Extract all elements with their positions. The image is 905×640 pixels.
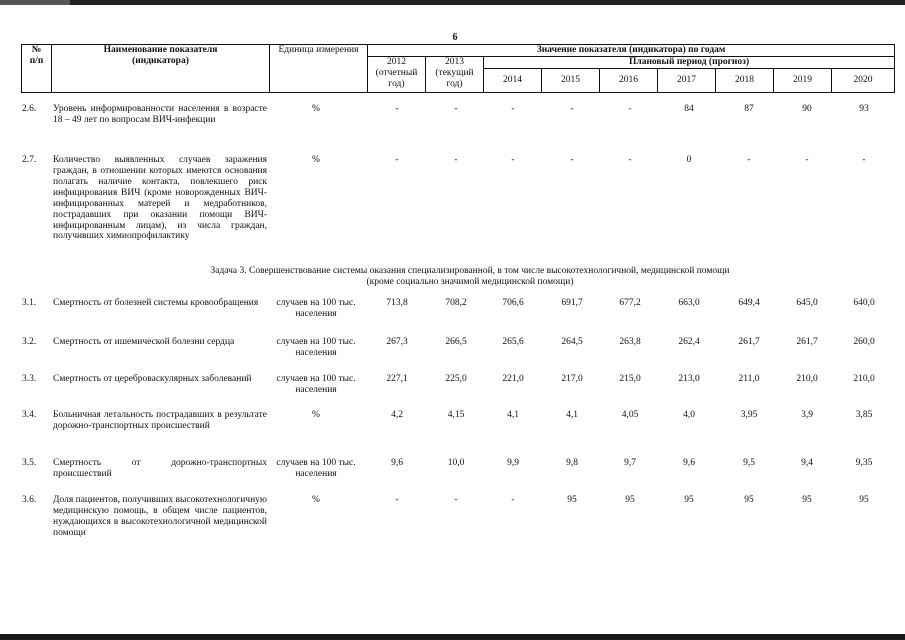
row-value: 87: [744, 104, 754, 114]
row-number: 3.1.: [22, 298, 37, 308]
row-value: -: [511, 495, 515, 505]
task-heading-line1: Задача 3. Совершенствование системы оказания специализированной, в том числе высокотехнологичной, медицинской помощи: [210, 266, 730, 276]
row-number: 3.6.: [22, 495, 37, 505]
header-year: 2014: [484, 68, 542, 92]
row-value: 4,0: [683, 410, 695, 420]
row-value: 227,1: [386, 374, 408, 384]
row-value: 4,15: [447, 410, 465, 420]
row-value: 95: [567, 495, 577, 505]
row-value: 261,7: [738, 337, 760, 347]
task-heading: [120, 266, 820, 288]
row-value: 663,0: [678, 298, 700, 308]
row-value: 645,0: [796, 298, 818, 308]
row-value: 267,3: [386, 337, 408, 347]
row-value: 4,1: [566, 410, 578, 420]
header-year: 2019: [774, 68, 832, 92]
row-value: 649,4: [738, 298, 760, 308]
row-value: 9,35: [855, 458, 873, 468]
row-value: 213,0: [678, 374, 700, 384]
row-value: 691,7: [561, 298, 583, 308]
row-value: 95: [625, 495, 635, 505]
row-value: 225,0: [445, 374, 467, 384]
row-value: -: [454, 155, 458, 165]
header-year: 2016: [600, 68, 658, 92]
row-value: 4,05: [621, 410, 639, 420]
row-name: Смертность от дорожно-транспортных происшествий: [53, 458, 267, 479]
row-value: 221,0: [502, 374, 524, 384]
row-value: 706,6: [502, 298, 524, 308]
header-name: [52, 45, 270, 93]
row-unit: случаев на 100 тыс. населения: [276, 458, 356, 479]
row-value: 265,6: [502, 337, 524, 347]
row-value: 266,5: [445, 337, 467, 347]
row-value: 9,7: [624, 458, 636, 468]
row-name: Больничная летальность пострадавших в результате дорожно-транспортных происшествий: [53, 410, 267, 431]
row-value: 93: [859, 104, 869, 114]
row-value: 713,8: [386, 298, 408, 308]
row-value: 9,8: [566, 458, 578, 468]
row-value: -: [747, 155, 751, 165]
header-2013-year: 2013: [445, 56, 464, 67]
scan-bottom-border: [0, 634, 905, 640]
row-value: 217,0: [561, 374, 583, 384]
row-value: 210,0: [796, 374, 818, 384]
row-value: 9,6: [391, 458, 403, 468]
row-value: 90: [802, 104, 812, 114]
header-2012-year: 2012: [387, 56, 406, 67]
row-value: -: [628, 155, 632, 165]
header-year: 2018: [716, 68, 774, 92]
row-value: 210,0: [853, 374, 875, 384]
row-value: 95: [744, 495, 754, 505]
row-value: 4,1: [507, 410, 519, 420]
row-unit: случаев на 100 тыс. населения: [276, 374, 356, 395]
row-value: -: [570, 155, 574, 165]
row-value: -: [395, 495, 399, 505]
row-value: -: [511, 104, 515, 114]
row-value: 0: [686, 155, 692, 165]
row-value: -: [454, 104, 458, 114]
row-value: 3,9: [801, 410, 813, 420]
row-value: 3,85: [855, 410, 873, 420]
row-value: 95: [859, 495, 869, 505]
header-unit-label: Единица измерения: [278, 45, 359, 55]
row-value: -: [628, 104, 632, 114]
row-value: 95: [802, 495, 812, 505]
header-values: Значение показателя (индикатора) по годам: [368, 45, 895, 57]
table-header: [21, 44, 895, 93]
row-value: 261,7: [796, 337, 818, 347]
row-value: 3,95: [740, 410, 758, 420]
row-value: -: [805, 155, 809, 165]
header-2013-note: (текущий год): [435, 67, 474, 89]
row-value: -: [862, 155, 866, 165]
row-value: 215,0: [619, 374, 641, 384]
row-unit: случаев на 100 тыс. населения: [276, 337, 356, 358]
row-unit: случаев на 100 тыс. населения: [276, 298, 356, 319]
row-value: -: [454, 495, 458, 505]
row-unit: %: [312, 495, 320, 505]
header-num-label: № п/п: [29, 45, 44, 66]
row-value: 9,4: [801, 458, 813, 468]
row-value: 263,8: [619, 337, 641, 347]
row-value: 9,5: [743, 458, 755, 468]
row-value: -: [395, 155, 399, 165]
row-value: 10,0: [447, 458, 465, 468]
row-value: 264,5: [561, 337, 583, 347]
row-name: Смертность от болезней системы кровообращения: [53, 298, 259, 308]
page-number: 6: [452, 32, 458, 43]
header-year: 2017: [658, 68, 716, 92]
row-value: 262,4: [678, 337, 700, 347]
row-number: 2.6.: [22, 104, 37, 114]
header-2012: [368, 56, 426, 92]
scan-top-border-left: [0, 0, 70, 5]
row-unit: %: [312, 155, 320, 165]
row-value: 211,0: [738, 374, 760, 384]
header-name-label: Наименование показателя (индикатора): [103, 45, 218, 66]
row-value: -: [570, 104, 574, 114]
row-value: 677,2: [619, 298, 641, 308]
row-name: Доля пациентов, получивших высокотехнологичную медицинскую помощь, в общем числе пациентов, нуждающихся в высокотехнологичной медицинской помощи: [53, 495, 267, 538]
row-value: 640,0: [853, 298, 875, 308]
row-value: 4,2: [391, 410, 403, 420]
row-name: Смертность от ишемической болезни сердца: [53, 337, 235, 347]
row-value: 9,6: [683, 458, 695, 468]
row-number: 2.7.: [22, 155, 37, 165]
row-value: 708,2: [445, 298, 467, 308]
row-value: -: [511, 155, 515, 165]
row-name: Уровень информированности населения в возрасте 18 – 49 лет по вопросам ВИЧ-инфекции: [53, 104, 267, 125]
row-number: 3.4.: [22, 410, 37, 420]
row-unit: %: [312, 104, 320, 114]
row-value: 95: [684, 495, 694, 505]
row-name: Количество выявленных случаев заражения граждан, в отношении которых имеются основания полагать наличие контакта, повлекшего риск инфицирования ВИЧ (кроме новорожденных ВИЧ-инфицированных матерей и медработников, пострадавших при оказании помощи ВИЧ-инфицированным лицам), из числа граждан, получивших химиопрофилактику: [53, 155, 267, 242]
row-number: 3.5.: [22, 458, 37, 468]
header-year: 2020: [832, 68, 895, 92]
header-2012-note: (отчетный год): [375, 67, 418, 89]
row-value: 9,9: [507, 458, 519, 468]
row-value: -: [395, 104, 399, 114]
header-year: 2015: [542, 68, 600, 92]
row-number: 3.2.: [22, 337, 37, 347]
scan-top-border: [0, 0, 905, 5]
header-unit: [270, 45, 368, 93]
task-heading-line2: (кроме социально значимой медицинской помощи): [366, 276, 574, 287]
row-value: 260,0: [853, 337, 875, 347]
row-name: Смертность от цереброваскулярных заболеваний: [53, 374, 252, 384]
row-value: 84: [684, 104, 694, 114]
header-num: [22, 45, 52, 93]
row-unit: %: [312, 410, 320, 420]
header-forecast: Плановый период (прогноз): [484, 56, 895, 68]
row-number: 3.3.: [22, 374, 37, 384]
header-2013: [426, 56, 484, 92]
